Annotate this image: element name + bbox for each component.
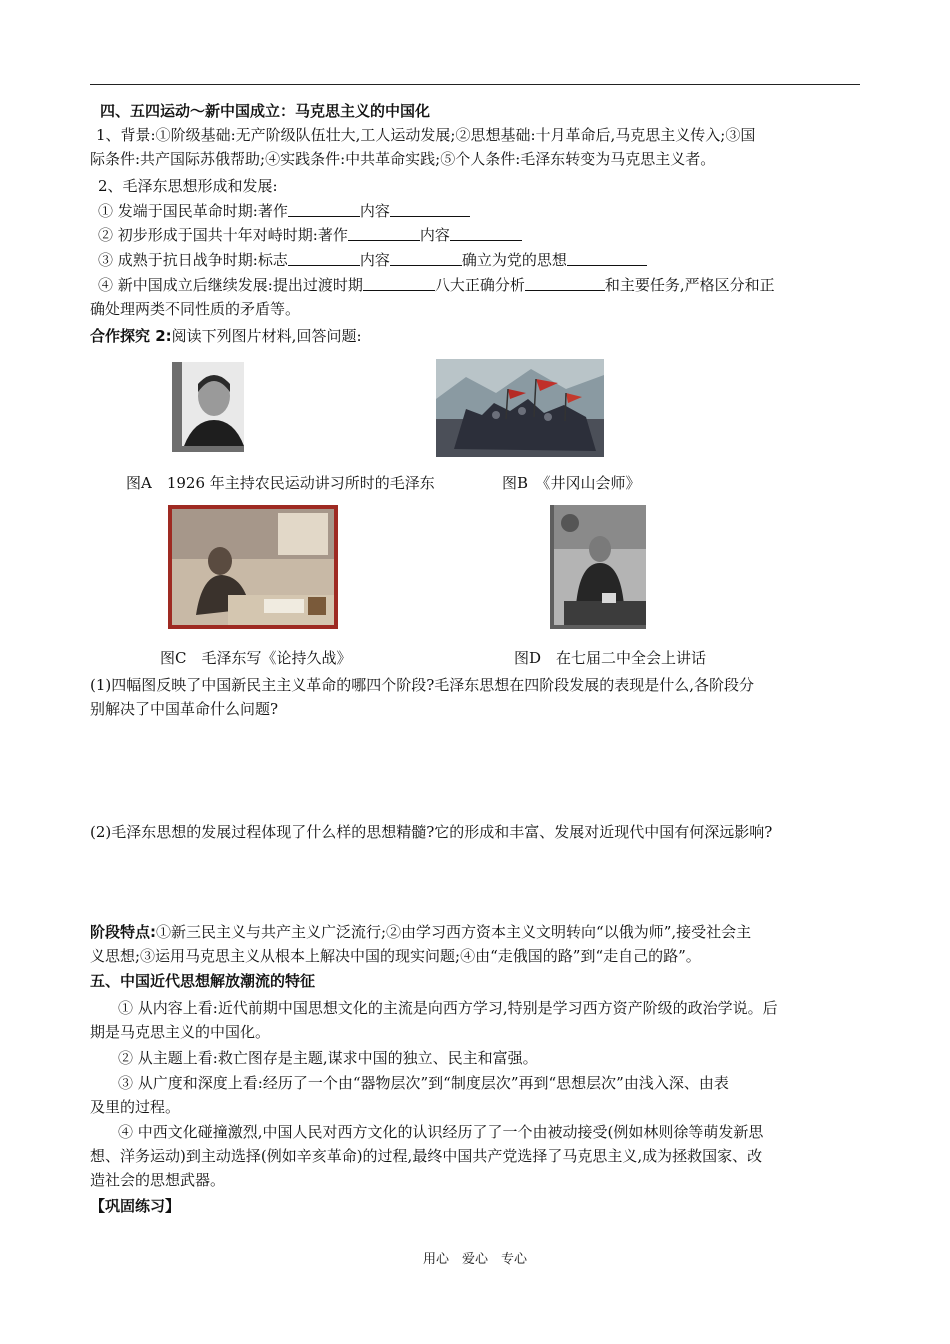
fill-blank[interactable]: [450, 226, 522, 241]
formation-title: 2、毛泽东思想形成和发展:: [98, 177, 278, 195]
fill-blank[interactable]: [363, 276, 435, 291]
formation-item-4-cont: 确处理两类不同性质的矛盾等。: [90, 300, 301, 318]
caption-d: 图D 在七届二中全会上讲话: [514, 649, 707, 667]
photo-b-painting: [436, 359, 604, 457]
photo-a-portrait: [172, 362, 244, 452]
section5-point-3-line-2: 及里的过程。: [90, 1098, 181, 1116]
section5-point-3-line-1: ③ 从广度和深度上看:经历了一个由“器物层次”到“制度层次”再到“思想层次”由浅入深、由表: [118, 1074, 729, 1092]
header-rule: [90, 84, 860, 85]
formation-item-1: ① 发端于国民革命时期:著作 内容: [98, 199, 878, 223]
exercise-heading: 【巩固练习】: [90, 1197, 181, 1215]
section5-point-4-line-1: ④ 中西文化碰撞激烈,中国人民对西方文化的认识经历了了一个由被动接受(例如林则徐等萌发新思: [118, 1123, 764, 1141]
page-footer: 用心 爱心 专心: [422, 1252, 527, 1267]
caption-a: 图A 1926 年主持农民运动讲习所时的毛泽东: [126, 474, 435, 492]
section5-point-1-line-2: 期是马克思主义的中国化。: [90, 1023, 271, 1041]
photo-d-speech: [550, 505, 646, 629]
fill-blank[interactable]: [288, 202, 360, 217]
fill-blank[interactable]: [390, 202, 470, 217]
background-line-2: 际条件:共产国际苏俄帮助;④实践条件:中共革命实践;⑤个人条件:毛泽东转变为马克思主义者。: [90, 150, 716, 168]
fill-blank[interactable]: [348, 226, 420, 241]
stage-features-line-1: 阶段特点:①新三民主义与共产主义广泛流行;②由学习西方资本主义文明转向“以俄为师”,接受社会主: [90, 923, 752, 941]
section5-title: 五、中国近代思想解放潮流的特征: [90, 972, 316, 990]
section5-point-1-line-1: ① 从内容上看:近代前期中国思想文化的主流是向西方学习,特别是学习西方资产阶级的政治学说。后: [118, 999, 778, 1017]
section4-title: 四、五四运动～新中国成立：马克思主义的中国化: [100, 102, 431, 120]
fill-blank[interactable]: [567, 251, 647, 266]
section5-point-4-line-2: 想、洋务运动)到主动选择(例如辛亥革命)的过程,最终中国共产党选择了马克思主义,成为拯救国家、改: [90, 1147, 763, 1165]
formation-item-4: ④ 新中国成立后继续发展:提出过渡时期 八大正确分析 和主要任务,严格区分和正: [98, 276, 775, 294]
caption-c: 图C 毛泽东写《论持久战》: [160, 649, 352, 667]
formation-item-2: ② 初步形成于国共十年对峙时期:著作 内容: [98, 223, 878, 247]
question-1-line-1: (1)四幅图反映了中国新民主主义革命的哪四个阶段?毛泽东思想在四阶段发展的表现是什么,各阶段分: [90, 676, 755, 694]
question-1-line-2: 别解决了中国革命什么问题?: [90, 700, 279, 718]
fill-blank[interactable]: [525, 276, 605, 291]
photo-c-writing: [168, 505, 338, 629]
fill-blank[interactable]: [390, 251, 462, 266]
stage-features-line-2: 义思想;③运用马克思主义从根本上解决中国的现实问题;④由“走俄国的路”到“走自己的路”。: [90, 947, 701, 965]
section5-point-2: ② 从主题上看:救亡图存是主题,谋求中国的独立、民主和富强。: [118, 1049, 538, 1067]
explore-heading: 合作探究 2:阅读下列图片材料,回答问题:: [90, 327, 362, 345]
caption-b: 图B 《井冈山会师》: [502, 474, 641, 492]
question-2: (2)毛泽东思想的发展过程体现了什么样的思想精髓?它的形成和丰富、发展对近现代中国有何深远影响?: [90, 823, 773, 841]
background-line-1: 1、背景:①阶级基础:无产阶级队伍壮大,工人运动发展;②思想基础:十月革命后,马克思主义传入;③国: [96, 126, 756, 144]
formation-item-3: ③ 成熟于抗日战争时期:标志 内容 确立为党的思想: [98, 248, 878, 272]
section5-point-4-line-3: 造社会的思想武器。: [90, 1171, 226, 1189]
fill-blank[interactable]: [288, 251, 360, 266]
